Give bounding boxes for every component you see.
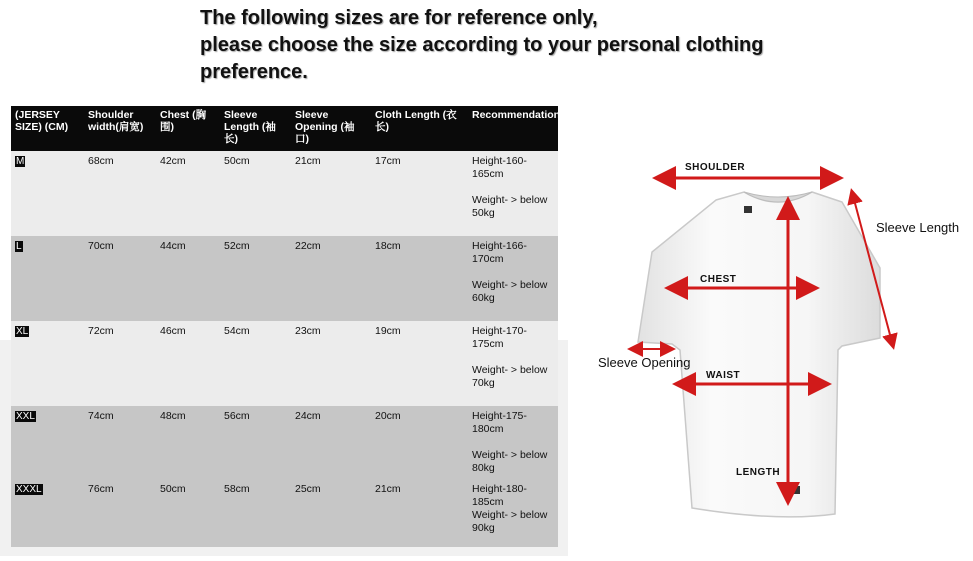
size-chart-table (11, 106, 561, 547)
sleeve-length-cell: 50cm (220, 151, 291, 236)
sleeve-length-cell: 54cm (220, 321, 291, 406)
length-label: LENGTH (736, 467, 781, 478)
recommendation-cell (468, 406, 558, 479)
recommended-height: Height-160-165cm (472, 155, 527, 180)
size-label: L (16, 241, 22, 252)
recommended-weight: Weight- > below 50kg (472, 194, 548, 219)
table-row (11, 236, 558, 321)
header-chest: Chest (胸围) (156, 106, 220, 151)
recommended-height: Height-175-180cm (472, 410, 527, 435)
table-row (11, 479, 558, 547)
cloth-length-cell: 17cm (371, 151, 468, 236)
notice-line-1: The following sizes are for reference only, (200, 7, 598, 29)
shoulder-label: SHOULDER (685, 162, 746, 173)
cloth-length-cell: 21cm (371, 479, 468, 547)
header-size: (JERSEY SIZE) (CM) (11, 106, 84, 151)
shoulder-cell: 68cm (84, 151, 156, 236)
recommended-height: Height-170-175cm (472, 325, 527, 350)
shoulder-cell: 76cm (84, 479, 156, 547)
sleeve-length-cell: 52cm (220, 236, 291, 321)
cloth-length-cell: 19cm (371, 321, 468, 406)
size-label: XXXL (16, 484, 42, 495)
shoulder-cell: 72cm (84, 321, 156, 406)
recommendation-cell (468, 321, 558, 406)
brand-tag (744, 206, 752, 213)
sleeve-opening-label: Sleeve Opening (598, 355, 691, 370)
shoulder-cell: 70cm (84, 236, 156, 321)
chest-cell: 44cm (156, 236, 220, 321)
table-row (11, 151, 558, 236)
size-label: XXL (16, 411, 35, 422)
size-label: XL (16, 326, 29, 337)
hem-tag (788, 486, 800, 494)
recommended-weight: Weight- > below 60kg (472, 279, 548, 304)
header-sleeve-length: Sleeve Length (袖长) (220, 106, 291, 151)
sleeve-length-cell: 58cm (220, 479, 291, 547)
recommendation-cell (468, 479, 558, 547)
notice-line-3: preference. (200, 61, 308, 83)
recommended-weight: Weight- > below 90kg (472, 509, 548, 534)
sleeve-length-cell: 56cm (220, 406, 291, 479)
header-recommendation: Recommendation (468, 106, 558, 151)
recommended-weight: Weight- > below 70kg (472, 364, 548, 389)
waist-label: WAIST (706, 370, 741, 381)
chest-label: CHEST (700, 274, 737, 285)
sleeve-opening-cell: 25cm (291, 479, 371, 547)
cloth-length-cell: 18cm (371, 236, 468, 321)
sleeve-opening-cell: 22cm (291, 236, 371, 321)
sleeve-length-label: Sleeve Length (876, 220, 960, 235)
shoulder-cell: 74cm (84, 406, 156, 479)
recommended-height: Height-166-170cm (472, 240, 527, 265)
table-header-row (11, 106, 558, 151)
recommended-height: Height-180-185cm (472, 483, 527, 508)
recommended-weight: Weight- > below 80kg (472, 449, 548, 474)
header-sleeve-opening: Sleeve Opening (袖口) (291, 106, 371, 151)
table-row (11, 406, 558, 479)
header-cloth-length: Cloth Length (衣长) (371, 106, 468, 151)
chest-cell: 42cm (156, 151, 220, 236)
table-row (11, 321, 558, 406)
tshirt-measurement-diagram (580, 140, 973, 556)
size-label: M (16, 156, 25, 167)
sleeve-opening-cell: 24cm (291, 406, 371, 479)
chest-cell: 48cm (156, 406, 220, 479)
size-notice (200, 5, 840, 86)
recommendation-cell (468, 151, 558, 236)
notice-line-2: please choose the size according to your personal clothing (200, 34, 764, 56)
sleeve-opening-cell: 23cm (291, 321, 371, 406)
recommendation-cell (468, 236, 558, 321)
header-shoulder: Shoulder width(肩宽) (84, 106, 156, 151)
tshirt-illustration (580, 140, 973, 556)
sleeve-opening-cell: 21cm (291, 151, 371, 236)
chest-cell: 50cm (156, 479, 220, 547)
cloth-length-cell: 20cm (371, 406, 468, 479)
chest-cell: 46cm (156, 321, 220, 406)
